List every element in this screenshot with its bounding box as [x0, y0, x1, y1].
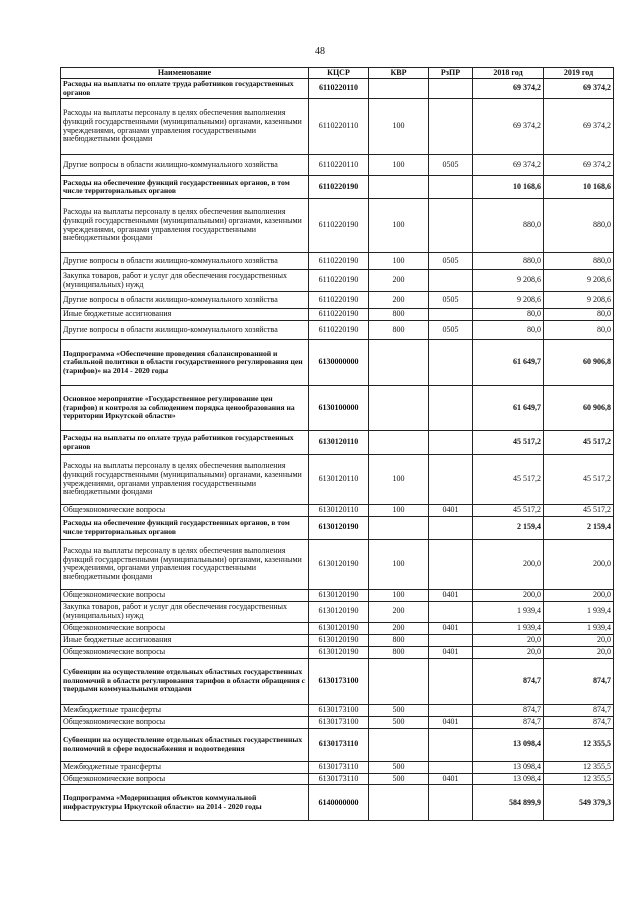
cell-2019: 200,0 [544, 589, 614, 601]
table-row [61, 601, 614, 622]
table-row [61, 646, 614, 658]
cell-rzpr [429, 199, 473, 253]
cell-kvr: 800 [369, 309, 429, 321]
cell-2018: 9 208,6 [473, 292, 544, 309]
cell-name: Расходы на выплаты персоналу в целях обеспечения выполнения функций государственными (муниципальными) органами, казенными учреждениями, органами управления государственными внебюджетными фондами [61, 455, 309, 505]
cell-rzpr [429, 99, 473, 155]
cell-kvr [369, 431, 429, 455]
cell-name: Основное мероприятие «Государственное регулирование цен (тарифов) и контроля за соблюдением порядка ценообразования на территории Иркутской области» [61, 386, 309, 431]
page-number: 48 [315, 46, 325, 57]
cell-code: 6130120190 [309, 516, 369, 539]
cell-2019: 69 374,2 [544, 99, 614, 155]
cell-kvr [369, 516, 429, 539]
cell-2019: 12 355,5 [544, 728, 614, 761]
cell-kvr: 100 [369, 199, 429, 253]
cell-code: 6130120190 [309, 601, 369, 622]
cell-2018: 69 374,2 [473, 79, 544, 99]
cell-2019: 45 517,2 [544, 455, 614, 505]
cell-2018: 45 517,2 [473, 431, 544, 455]
cell-kvr: 100 [369, 455, 429, 505]
cell-kvr: 500 [369, 773, 429, 785]
cell-name: Подпрограмма «Обеспечение проведения сбалансированной и стабильной политики в области государственного регулирования цен (тарифов)» на 2014 - 2020 годы [61, 340, 309, 386]
table-row [61, 176, 614, 199]
cell-2019: 874,7 [544, 704, 614, 716]
cell-2018: 2 159,4 [473, 516, 544, 539]
cell-kvr [369, 785, 429, 821]
cell-2018: 200,0 [473, 589, 544, 601]
cell-kvr: 100 [369, 539, 429, 589]
cell-name: Другие вопросы в области жилищно-коммунального хозяйства [61, 155, 309, 176]
cell-code: 6130120190 [309, 646, 369, 658]
cell-code: 6130120190 [309, 634, 369, 646]
cell-2019: 20,0 [544, 646, 614, 658]
cell-2018: 880,0 [473, 253, 544, 270]
cell-2018: 584 899,9 [473, 785, 544, 821]
cell-name: Другие вопросы в области жилищно-коммунального хозяйства [61, 292, 309, 309]
cell-2019: 10 168,6 [544, 176, 614, 199]
cell-code: 6130173110 [309, 773, 369, 785]
cell-2019: 60 906,8 [544, 340, 614, 386]
cell-kvr: 500 [369, 704, 429, 716]
cell-2019: 45 517,2 [544, 505, 614, 517]
cell-2018: 874,7 [473, 658, 544, 704]
cell-rzpr [429, 658, 473, 704]
cell-kvr: 100 [369, 253, 429, 270]
table-body [61, 79, 614, 821]
cell-name: Закупка товаров, работ и услуг для обеспечения государственных (муниципальных) нужд [61, 270, 309, 292]
header-2019: 2019 год [544, 68, 614, 79]
header-kvr: КВР [369, 68, 429, 79]
cell-2018: 13 098,4 [473, 761, 544, 773]
cell-2019: 45 517,2 [544, 431, 614, 455]
header-rzpr: РзПР [429, 68, 473, 79]
cell-code: 6110220110 [309, 99, 369, 155]
cell-rzpr [429, 309, 473, 321]
cell-2018: 20,0 [473, 646, 544, 658]
cell-2019: 20,0 [544, 634, 614, 646]
cell-rzpr: 0401 [429, 622, 473, 634]
cell-name: Общеэкономические вопросы [61, 505, 309, 517]
cell-2019: 880,0 [544, 199, 614, 253]
cell-2019: 60 906,8 [544, 386, 614, 431]
cell-2018: 1 939,4 [473, 622, 544, 634]
cell-2019: 200,0 [544, 539, 614, 589]
cell-name: Межбюджетные трансферты [61, 761, 309, 773]
cell-code: 6140000000 [309, 785, 369, 821]
cell-rzpr: 0505 [429, 253, 473, 270]
table-row [61, 634, 614, 646]
cell-code: 6110220190 [309, 309, 369, 321]
cell-kvr: 100 [369, 99, 429, 155]
cell-2018: 9 208,6 [473, 270, 544, 292]
cell-kvr [369, 728, 429, 761]
cell-2018: 200,0 [473, 539, 544, 589]
cell-2018: 874,7 [473, 704, 544, 716]
cell-code: 6130120190 [309, 622, 369, 634]
budget-table [60, 67, 614, 821]
table-row [61, 386, 614, 431]
cell-code: 6130120110 [309, 455, 369, 505]
cell-2019: 549 379,3 [544, 785, 614, 821]
cell-2018: 45 517,2 [473, 455, 544, 505]
table-row [61, 309, 614, 321]
table-row [61, 539, 614, 589]
cell-kvr: 100 [369, 155, 429, 176]
table-row [61, 292, 614, 309]
cell-kvr: 100 [369, 589, 429, 601]
cell-rzpr: 0401 [429, 646, 473, 658]
cell-name: Субвенции на осуществление отдельных областных государственных полномочий в сфере водоснабжения и водоотведения [61, 728, 309, 761]
cell-kvr: 500 [369, 716, 429, 728]
cell-rzpr: 0401 [429, 773, 473, 785]
cell-name: Расходы на выплаты персоналу в целях обеспечения выполнения функций государственными (муниципальными) органами, казенными учреждениями, органами управления государственными внебюджетными фондами [61, 99, 309, 155]
table-row [61, 589, 614, 601]
header-2018: 2018 год [473, 68, 544, 79]
cell-name: Общеэкономические вопросы [61, 773, 309, 785]
table-row [61, 704, 614, 716]
cell-code: 6130173110 [309, 728, 369, 761]
cell-kvr [369, 340, 429, 386]
cell-rzpr [429, 761, 473, 773]
cell-2018: 13 098,4 [473, 773, 544, 785]
cell-code: 6110220190 [309, 321, 369, 340]
table-row [61, 773, 614, 785]
table-row [61, 253, 614, 270]
cell-2019: 874,7 [544, 658, 614, 704]
cell-rzpr [429, 386, 473, 431]
cell-2018: 880,0 [473, 199, 544, 253]
table-header-row [61, 68, 614, 79]
cell-2019: 874,7 [544, 716, 614, 728]
cell-name: Расходы на выплаты персоналу в целях обеспечения выполнения функций государственными (муниципальными) органами, казенными учреждениями, органами управления государственными внебюджетными фондами [61, 199, 309, 253]
table-row [61, 99, 614, 155]
cell-rzpr [429, 340, 473, 386]
table-row [61, 505, 614, 517]
cell-code: 6110220110 [309, 79, 369, 99]
cell-2019: 80,0 [544, 321, 614, 340]
cell-code: 6130173100 [309, 658, 369, 704]
cell-rzpr [429, 785, 473, 821]
cell-2019: 9 208,6 [544, 270, 614, 292]
cell-name: Общеэкономические вопросы [61, 589, 309, 601]
cell-rzpr [429, 270, 473, 292]
cell-code: 6110220190 [309, 292, 369, 309]
cell-2018: 69 374,2 [473, 99, 544, 155]
cell-2019: 9 208,6 [544, 292, 614, 309]
cell-rzpr: 0505 [429, 155, 473, 176]
cell-name: Общеэкономические вопросы [61, 646, 309, 658]
cell-name: Другие вопросы в области жилищно-коммунального хозяйства [61, 253, 309, 270]
cell-kvr [369, 386, 429, 431]
table-row [61, 270, 614, 292]
cell-2018: 13 098,4 [473, 728, 544, 761]
cell-2019: 1 939,4 [544, 601, 614, 622]
cell-kvr: 200 [369, 270, 429, 292]
cell-rzpr: 0505 [429, 321, 473, 340]
cell-code: 6130120110 [309, 505, 369, 517]
cell-kvr: 200 [369, 601, 429, 622]
cell-rzpr [429, 601, 473, 622]
header-code: КЦСР [309, 68, 369, 79]
cell-rzpr [429, 634, 473, 646]
cell-2018: 10 168,6 [473, 176, 544, 199]
cell-code: 6130173110 [309, 761, 369, 773]
cell-2018: 80,0 [473, 309, 544, 321]
cell-rzpr [429, 431, 473, 455]
table-row [61, 716, 614, 728]
cell-kvr: 800 [369, 634, 429, 646]
cell-name: Общеэкономические вопросы [61, 716, 309, 728]
header-name: Наименование [61, 68, 309, 79]
cell-kvr: 500 [369, 761, 429, 773]
cell-code: 6130173100 [309, 716, 369, 728]
cell-2018: 45 517,2 [473, 505, 544, 517]
cell-2019: 80,0 [544, 309, 614, 321]
cell-name: Иные бюджетные ассигнования [61, 309, 309, 321]
table-row [61, 455, 614, 505]
cell-code: 6110220190 [309, 199, 369, 253]
cell-kvr [369, 79, 429, 99]
cell-2019: 880,0 [544, 253, 614, 270]
cell-kvr: 800 [369, 321, 429, 340]
cell-code: 6130120110 [309, 431, 369, 455]
table-row [61, 199, 614, 253]
cell-code: 6110220190 [309, 176, 369, 199]
cell-name: Расходы на обеспечение функций государственных органов, в том числе территориальных органов [61, 176, 309, 199]
table-row [61, 761, 614, 773]
table-row [61, 785, 614, 821]
cell-code: 6130100000 [309, 386, 369, 431]
cell-2018: 69 374,2 [473, 155, 544, 176]
cell-code: 6110220190 [309, 270, 369, 292]
cell-2019: 69 374,2 [544, 155, 614, 176]
cell-kvr [369, 658, 429, 704]
cell-rzpr [429, 516, 473, 539]
cell-rzpr [429, 79, 473, 99]
cell-rzpr: 0401 [429, 505, 473, 517]
cell-name: Иные бюджетные ассигнования [61, 634, 309, 646]
cell-code: 6130000000 [309, 340, 369, 386]
table-row [61, 321, 614, 340]
cell-rzpr [429, 728, 473, 761]
cell-code: 6110220110 [309, 155, 369, 176]
cell-rzpr [429, 539, 473, 589]
cell-2018: 61 649,7 [473, 340, 544, 386]
table-row [61, 622, 614, 634]
cell-2018: 20,0 [473, 634, 544, 646]
cell-2019: 69 374,2 [544, 79, 614, 99]
cell-rzpr: 0401 [429, 716, 473, 728]
cell-2019: 12 355,5 [544, 761, 614, 773]
cell-name: Субвенции на осуществление отдельных областных государственных полномочий в области регулирования тарифов в области обращения с твердыми коммунальными отходами [61, 658, 309, 704]
cell-kvr [369, 176, 429, 199]
cell-name: Общеэкономические вопросы [61, 622, 309, 634]
cell-name: Подпрограмма «Модернизация объектов коммунальной инфраструктуры Иркутской области» на 2014 - 2020 годы [61, 785, 309, 821]
cell-rzpr: 0401 [429, 589, 473, 601]
table-row [61, 431, 614, 455]
table-row [61, 728, 614, 761]
cell-rzpr [429, 704, 473, 716]
table-row [61, 155, 614, 176]
table-row [61, 658, 614, 704]
cell-2019: 12 355,5 [544, 773, 614, 785]
cell-name: Межбюджетные трансферты [61, 704, 309, 716]
cell-code: 6130120190 [309, 539, 369, 589]
table-row [61, 516, 614, 539]
cell-rzpr [429, 455, 473, 505]
cell-name: Другие вопросы в области жилищно-коммунального хозяйства [61, 321, 309, 340]
cell-kvr: 800 [369, 646, 429, 658]
cell-name: Расходы на обеспечение функций государственных органов, в том числе территориальных органов [61, 516, 309, 539]
cell-name: Расходы на выплаты персоналу в целях обеспечения выполнения функций государственными (муниципальными) органами, казенными учреждениями, органами управления государственными внебюджетными фондами [61, 539, 309, 589]
table-row [61, 340, 614, 386]
cell-2018: 80,0 [473, 321, 544, 340]
cell-code: 6130120190 [309, 589, 369, 601]
table-row [61, 79, 614, 99]
cell-rzpr: 0505 [429, 292, 473, 309]
cell-rzpr [429, 176, 473, 199]
cell-code: 6110220190 [309, 253, 369, 270]
cell-code: 6130173100 [309, 704, 369, 716]
cell-kvr: 100 [369, 505, 429, 517]
cell-2018: 874,7 [473, 716, 544, 728]
cell-name: Расходы на выплаты по оплате труда работников государственных органов [61, 79, 309, 99]
cell-2019: 1 939,4 [544, 622, 614, 634]
cell-name: Закупка товаров, работ и услуг для обеспечения государственных (муниципальных) нужд [61, 601, 309, 622]
cell-2018: 1 939,4 [473, 601, 544, 622]
cell-kvr: 200 [369, 622, 429, 634]
cell-2018: 61 649,7 [473, 386, 544, 431]
cell-2019: 2 159,4 [544, 516, 614, 539]
cell-kvr: 200 [369, 292, 429, 309]
cell-name: Расходы на выплаты по оплате труда работников государственных органов [61, 431, 309, 455]
